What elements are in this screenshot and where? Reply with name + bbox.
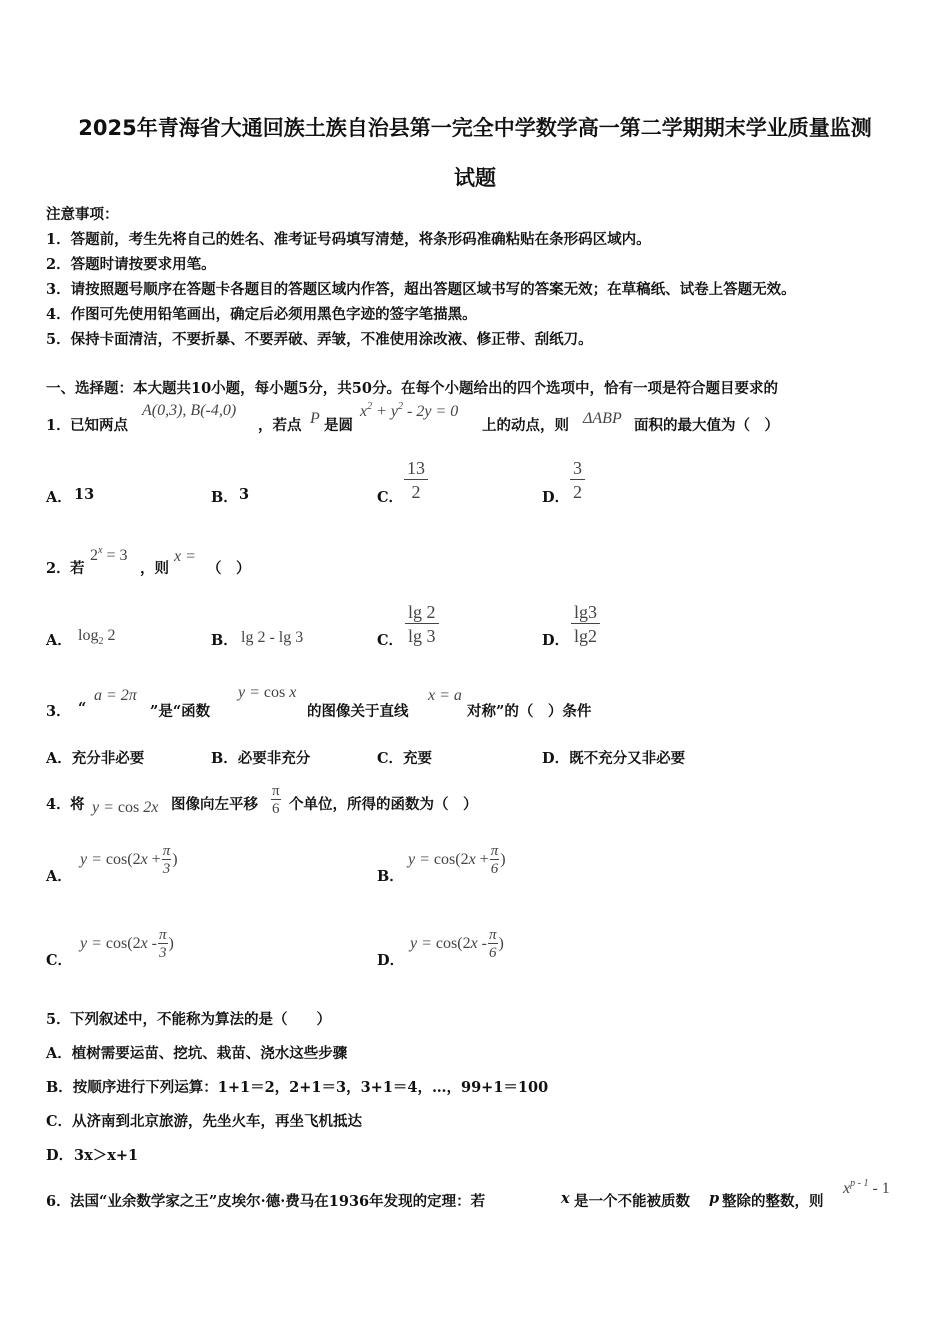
- notice-item-1: 1．答题前，考生先将自己的姓名、准考证号码填写清楚，将条形码准确粘贴在条形码区域内。: [46, 231, 651, 248]
- q1-point-p: P: [310, 410, 320, 427]
- notice-item-4: 4．作图可先使用铅笔画出，确定后必须用黑色字迹的签字笔描黑。: [46, 306, 477, 323]
- q4-text-3: 个单位，所得的函数为（ ）: [289, 796, 478, 813]
- q1-option-a: 13: [74, 486, 95, 503]
- q2-option-c-label: C．: [377, 632, 404, 649]
- q2-option-b-label: B．: [211, 632, 238, 649]
- q2-number: 2．: [46, 560, 71, 577]
- q3-line: x = a: [428, 687, 462, 704]
- q3-option-a: A．充分非必要: [46, 750, 145, 767]
- q4-option-d: y = cos(2x - $\frac{\pi}{6}$ ): [410, 927, 504, 961]
- q4-text-1: 将: [70, 796, 85, 813]
- q6-text-2: 是一个不能被质数: [574, 1193, 690, 1210]
- notice-heading: 注意事项：: [46, 206, 119, 223]
- q1-option-c-fraction: $\frac{13}{2}$: [404, 457, 428, 504]
- q1-option-d-label: D．: [542, 489, 570, 506]
- q1-triangle: ΔABP: [583, 410, 622, 427]
- q3-number: 3．: [46, 703, 71, 720]
- q1-text-3: 是圆: [324, 417, 353, 434]
- q5-option-a: A．植树需要运苗、挖坑、栽苗、浇水这些步骤: [46, 1045, 348, 1062]
- notice-item-2: 2．答题时请按要求用笔。: [46, 256, 216, 273]
- q4-option-b-label: B．: [377, 868, 404, 885]
- q6-expression: $x^{p - 1} - 1$: [843, 1178, 890, 1197]
- q6-p: p: [709, 1190, 720, 1207]
- notice-item-3: 3．请按照题号顺序在答题卡各题目的答题区域内作答，超出答题区域书写的答案无效；在草稿纸、试卷上答题无效。: [46, 281, 796, 298]
- q6-text-1: 法国“业余数学家之王”皮埃尔·德·费马在1936年发现的定理：若: [70, 1193, 486, 1210]
- q4-shift-fraction: $\frac{\pi}{6}$: [272, 783, 280, 817]
- page-title-line2: 试题: [454, 166, 496, 190]
- q1-text-5: 面积的最大值为（ ）: [634, 417, 779, 434]
- q1-circle-equation: $x^2 + y^2 - 2y = 0$: [360, 401, 459, 420]
- page-title: 2025年青海省大通回族土族自治县第一完全中学数学高一第二学期期末学业质量监测: [78, 116, 872, 140]
- q5-option-c: C．从济南到北京旅游，先坐火车，再坐飞机抵达: [46, 1113, 363, 1130]
- q3-option-c: C．充要: [377, 750, 433, 767]
- q4-option-c-label: C．: [46, 952, 73, 969]
- q6-x: x: [561, 1190, 570, 1207]
- q5-option-d-label: D．: [46, 1147, 74, 1164]
- q2-text-2: ，则: [140, 560, 169, 577]
- q1-option-d-fraction: $\frac{3}{2}$: [570, 457, 585, 504]
- q3-text-3: 的图像关于直线: [307, 703, 409, 720]
- q4-option-a: y = cos(2x + $\frac{\pi}{3}$ ): [80, 843, 178, 877]
- q4-text-2: 图像向左平移: [171, 796, 258, 813]
- notice-item-5: 5．保持卡面清洁，不要折暴、不要弄破、弄皱，不准使用涂改液、修正带、刮纸刀。: [46, 331, 593, 348]
- q4-function: y = cos 2x: [92, 799, 159, 816]
- q2-option-b: lg 2 - lg 3: [241, 629, 304, 646]
- q5-text: 下列叙述中，不能称为算法的是（ ）: [70, 1011, 331, 1028]
- q2-option-a-label: A．: [46, 632, 72, 649]
- q3-function: y = cos x: [238, 684, 297, 701]
- q3-text-1: “: [78, 700, 87, 717]
- q1-option-a-label: A．: [46, 489, 72, 506]
- q5-option-b: B．按顺序进行下列运算：1+1＝2，2+1＝3，3+1＝4，…，99+1＝100: [46, 1079, 549, 1096]
- q5-option-d: 3x＞x+1: [74, 1147, 139, 1164]
- q6-text-3: 整除的整数，则: [722, 1193, 824, 1210]
- q4-option-d-label: D．: [377, 952, 405, 969]
- section-heading: 一、选择题：本大题共10小题，每小题5分，共50分。在每个小题给出的四个选项中，恰有一项是符合题目要求的: [46, 380, 778, 397]
- q1-number: 1．: [46, 417, 71, 434]
- q2-x-var: x =: [174, 548, 196, 565]
- q3-text-4: 对称”的（ ）条件: [467, 703, 592, 720]
- q4-number: 4．: [46, 796, 71, 813]
- q3-a-equation: a = 2π: [94, 687, 137, 704]
- q2-option-c-fraction: $\frac{\lg 2}{\lg 3}$: [405, 601, 439, 648]
- q1-text-2: ，若点: [258, 417, 302, 434]
- q1-option-b-label: B．: [211, 489, 238, 506]
- q1-text-1: 已知两点: [70, 417, 128, 434]
- q2-text-3: （ ）: [207, 560, 251, 577]
- q4-option-a-label: A．: [46, 868, 72, 885]
- q2-text-1: 若: [70, 560, 85, 577]
- q2-option-a: $\log_2 2$: [78, 627, 116, 647]
- q2-option-d-fraction: $\frac{\lg 3}{\lg 2}$: [571, 601, 600, 648]
- q1-option-c-label: C．: [377, 489, 404, 506]
- q4-option-b: y = cos(2x + $\frac{\pi}{6}$ ): [408, 843, 506, 877]
- q6-number: 6．: [46, 1193, 71, 1210]
- q4-option-c: y = cos(2x - $\frac{\pi}{3}$ ): [80, 927, 174, 961]
- q2-option-d-label: D．: [542, 632, 570, 649]
- q3-option-b: B．必要非充分: [211, 750, 311, 767]
- q3-text-2: ”是“函数: [150, 703, 211, 720]
- q2-equation: $2^x = 3$: [90, 545, 128, 564]
- q1-text-4: 上的动点，则: [482, 417, 569, 434]
- q3-option-d: D．既不充分又非必要: [542, 750, 686, 767]
- q1-points: A(0,3), B(-4,0): [142, 402, 237, 419]
- q5-number: 5．: [46, 1011, 71, 1028]
- q1-option-b: 3: [239, 486, 250, 503]
